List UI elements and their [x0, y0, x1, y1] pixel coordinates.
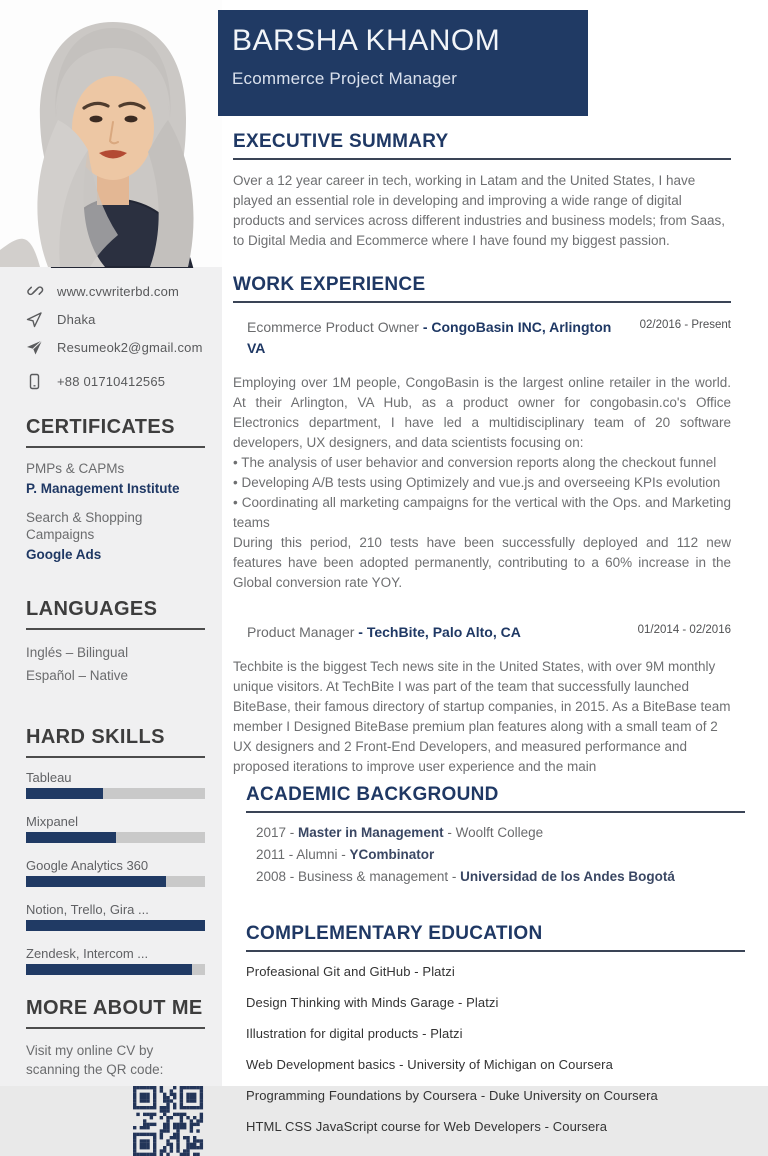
- complementary-education-heading: COMPLEMENTARY EDUCATION: [246, 923, 745, 952]
- skill-bar-fill: [26, 920, 205, 931]
- languages-section: [26, 598, 205, 688]
- more-about-me-text: Visit my online CV by scanning the QR code:: [26, 1042, 164, 1078]
- skill-item: [26, 770, 205, 799]
- skill-bar: [26, 920, 205, 931]
- location-text: Dhaka: [57, 312, 96, 327]
- languages-heading: LANGUAGES: [26, 598, 205, 630]
- skill-item: [26, 946, 205, 975]
- certificate-name: PMPs & CAPMs: [26, 461, 125, 476]
- course-item: Design Thinking with Minds Garage - Platzi: [246, 994, 499, 1010]
- skill-bar-fill: [26, 876, 166, 887]
- job-title-line: [247, 317, 627, 358]
- send-icon: [26, 339, 43, 356]
- complementary-education-section: [222, 923, 768, 1134]
- job-role: Product Manager: [247, 623, 359, 640]
- job-period: 01/2014 - 02/2016: [637, 623, 731, 636]
- job-title-line: [247, 622, 627, 642]
- executive-summary-text: Over a 12 year career in tech, working in Latam and the United States, I have played an essential role in developing and improving a wide range of digital products and services across different industries and business models; from Saas, to Digital Media and Ecommerce where I have found my biggest passion.: [233, 173, 725, 248]
- language-item: Inglés – Bilingual: [26, 644, 129, 660]
- skill-bar-fill: [26, 964, 192, 975]
- job-bullet: • Coordinating all marketing campaigns for the vertical with the Ops. and Marketing teams: [233, 494, 731, 530]
- link-icon: [26, 283, 43, 300]
- certificate-item: [26, 460, 205, 496]
- hard-skills-heading: HARD SKILLS: [26, 726, 205, 758]
- skill-item: [26, 902, 205, 931]
- contact-website[interactable]: [26, 283, 205, 300]
- contact-list: [26, 283, 205, 390]
- sidebar: [0, 0, 222, 1086]
- academic-item: 2008 - Business & management - Universidad de los Andes Bogotá: [256, 868, 675, 884]
- contact-email[interactable]: [26, 339, 205, 356]
- skill-label: Mixpanel: [26, 813, 79, 829]
- executive-summary-heading: EXECUTIVE SUMMARY: [233, 131, 731, 160]
- job-paragraph: Techbite is the biggest Tech news site in the United States, with over 9M monthly unique visitors. At TechBite I was part of the team that successfully launched BiteBase, their famous directory of startup companies, in 2015. As a BiteBase team member I Designed BiteBase premium plan features along with a small team of 2 UX designers and 2 Front-End Developers, and measured performance and proposed iterations to improve user experience and the main: [233, 658, 731, 774]
- job-company: - TechBite, Palo Alto, CA: [358, 623, 521, 640]
- name-banner: [218, 10, 588, 116]
- qr-code[interactable]: [133, 1086, 203, 1156]
- course-item: Profeasional Git and GitHub - Platzi: [246, 963, 455, 979]
- course-item: Web Development basics - University of Michigan on Coursera: [246, 1056, 613, 1072]
- skill-bar: [26, 788, 205, 799]
- certificates-section: [26, 416, 205, 562]
- website-text[interactable]: www.cvwriterbd.com: [57, 284, 180, 299]
- course-item: Illustration for digital products - Platzi: [246, 1025, 463, 1041]
- course-item: HTML CSS JavaScript course for Web Developers - Coursera: [246, 1118, 608, 1134]
- academic-item: 2011 - Alumni - YCombinator: [256, 846, 435, 862]
- work-experience-heading: WORK EXPERIENCE: [233, 274, 731, 303]
- academic-item: 2017 - Master in Management - Woolft College: [256, 824, 544, 840]
- more-about-me-heading: MORE ABOUT ME: [26, 997, 205, 1029]
- skill-item: [26, 814, 205, 843]
- skill-bar: [26, 832, 205, 843]
- job-entry: [233, 317, 731, 592]
- main-column: [222, 0, 768, 1134]
- portrait-illustration: [0, 0, 222, 267]
- work-experience-section: [222, 274, 768, 775]
- job-role: Ecommerce Product Owner: [247, 319, 423, 336]
- course-item: Programming Foundations by Coursera - Duke University on Coursera: [246, 1087, 658, 1103]
- skill-label: Google Analytics 360: [26, 857, 149, 873]
- skill-label: Tableau: [26, 769, 72, 785]
- profile-photo: [0, 0, 222, 267]
- contact-location: [26, 311, 205, 328]
- phone-icon: [26, 373, 43, 390]
- location-icon: [26, 311, 43, 328]
- skill-bar-fill: [26, 832, 116, 843]
- job-entry: [233, 622, 731, 775]
- skill-item: [26, 858, 205, 887]
- job-description: [233, 373, 731, 593]
- academic-background-section: [222, 784, 768, 888]
- candidate-name: BARSHA KHANOM: [232, 24, 501, 57]
- candidate-title: Ecommerce Project Manager: [232, 69, 458, 88]
- job-period: 02/2016 - Present: [639, 319, 731, 332]
- skill-label: Notion, Trello, Gira ...: [26, 901, 149, 917]
- skill-label: Zendesk, Intercom ...: [26, 945, 149, 961]
- job-bullet: • Developing A/B tests using Optimizely and vue.js and overseeing KPIs evolution: [233, 474, 721, 490]
- language-item: Español – Native: [26, 667, 129, 683]
- certificate-issuer: P. Management Institute: [26, 480, 180, 496]
- skill-bar: [26, 876, 205, 887]
- job-paragraph: During this period, 210 tests have been successfully deployed and 112 new features have been adopted permanently, contributing to a 60% increase in the Global conversion rate YOY.: [233, 534, 731, 590]
- skill-bar-fill: [26, 788, 103, 799]
- hard-skills-section: [26, 726, 205, 975]
- academic-background-heading: ACADEMIC BACKGROUND: [246, 784, 745, 813]
- more-about-me-section: [26, 997, 205, 1156]
- job-bullet: • The analysis of user behavior and conversion reports along the checkout funnel: [233, 454, 717, 470]
- executive-summary-section: [222, 131, 768, 250]
- contact-phone: [26, 373, 205, 390]
- certificate-issuer: Google Ads: [26, 546, 102, 562]
- job-description: [233, 657, 731, 775]
- email-text[interactable]: Resumeok2@gmail.com: [57, 340, 203, 355]
- certificate-name: Search & Shopping Campaigns: [26, 509, 143, 543]
- phone-text: +88 01710412565: [57, 374, 166, 389]
- job-company: - CongoBasin INC, Arlington VA: [247, 319, 612, 356]
- job-paragraph: Employing over 1M people, CongoBasin is the largest online retailer in the world. At their Arlington, VA Hub, as a product owner for congobasin.co's Office Electronics department, I have led a multidisciplinary team of 20 software developers, UX designers, and data scientists focusing on:: [233, 374, 731, 450]
- certificates-heading: CERTIFICATES: [26, 416, 205, 448]
- certificate-item: [26, 509, 205, 562]
- skill-bar: [26, 964, 205, 975]
